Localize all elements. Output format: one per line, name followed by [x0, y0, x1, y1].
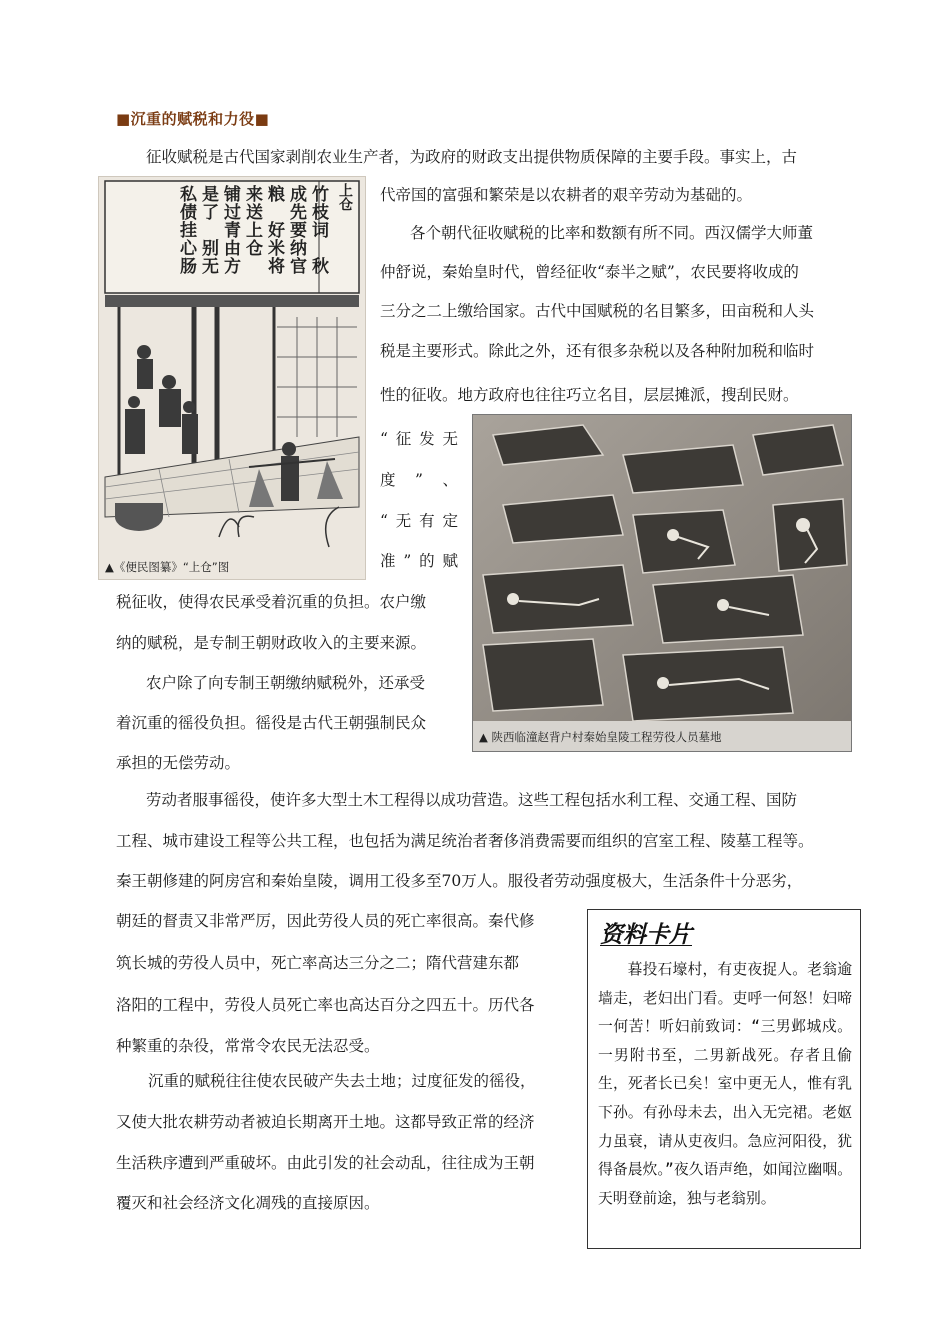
text-line: 征收赋税是古代国家剥削农业生产者，为政府的财政支出提供物质保障的主要手段。事实上，古 [146, 148, 798, 166]
text-line: “征发无 [380, 430, 458, 448]
text-line: 工程、城市建设工程等公共工程，也包括为满足统治者奢侈消费需要而组织的宫室工程、陵墓工程等。 [116, 832, 814, 850]
text-line: 覆灭和社会经济文化凋残的直接原因。 [116, 1194, 380, 1212]
text-line: 农户除了向专制王朝缴纳赋税外，还承受 [146, 674, 426, 692]
text-line: 秦王朝修建的阿房宫和秦始皇陵，调用工役多至70万人。服役者劳动强度极大，生活条件十分恶劣， [116, 872, 803, 890]
text-line: 洛阳的工程中，劳役人员死亡率也高达百分之四五十。历代各 [116, 996, 535, 1014]
text-line: 税是主要形式。除此之外，还有很多杂税以及各种附加税和临时 [380, 342, 815, 360]
excavation-drawing [473, 415, 851, 751]
woodblock-caption: ▲《便民图纂》“上仓”图 [105, 560, 230, 574]
text-line: 种繁重的杂役，常常令农民无法忍受。 [116, 1037, 380, 1055]
info-card [587, 909, 861, 1249]
text-line: “无有定 [380, 512, 458, 530]
text-line: 朝廷的督责又非常严厉，因此劳役人员的死亡率很高。秦代修 [116, 912, 535, 930]
text-line: 三分之二上缴给国家。古代中国赋税的名目繁多，田亩税和人头 [380, 302, 815, 320]
text-line: 沉重的赋税往往使农民破产失去土地；过度征发的徭役， [148, 1072, 536, 1090]
text-line: 筑长城的劳役人员中，死亡率高达三分之二；隋代营建东都 [116, 954, 520, 972]
text-line: 生活秩序遭到严重破坏。由此引发的社会动乱，往往成为王朝 [116, 1154, 535, 1172]
woodblock-poem: 竹枝词 秋成先要纳官粮 好米将来送上仓 铺过青由方是了 别无私债挂心肠 [176, 185, 328, 275]
text-line: 性的征收。地方政府也往往巧立名目，层层摊派，搜刮民财。 [380, 386, 799, 404]
text-line: 准”的赋 [380, 552, 458, 570]
text-line: 仲舒说，秦始皇时代，曾经征收“泰半之赋”，农民要将收成的 [380, 263, 799, 281]
excavation-photo [472, 414, 852, 752]
text-line: 承担的无偿劳动。 [116, 754, 241, 772]
text-line: 税征收，使得农民承受着沉重的负担。农户缴 [116, 593, 427, 611]
section-heading: ■沉重的赋税和力役■ [116, 110, 270, 128]
text-line: 度”、 [380, 471, 458, 489]
info-card-body: 暮投石壕村，有吏夜捉人。老翁逾墙走，老妇出门看。吏呼一何怒！妇啼一何苦！听妇前致词：“三男邺城戍。一男附书至，二男新战死。存者且偷生，死者长已矣！室中更无人，惟有乳下孙。有孙母未去，出入无完裙。老妪力虽衰，请从吏夜归。急应河阳役，犹得备晨炊。”夜久语声绝，如闻泣幽咽。天明登前途，独与老翁别。 [598, 961, 852, 1207]
woodblock-illustration [98, 176, 366, 580]
granary-sign: 上仓 [337, 183, 353, 211]
text-line: 纳的赋税，是专制王朝财政收入的主要来源。 [116, 634, 427, 652]
text-line: 劳动者服事徭役，使许多大型土木工程得以成功营造。这些工程包括水利工程、交通工程、国防 [146, 791, 798, 809]
text-line: 各个朝代征收赋税的比率和数额有所不同。西汉儒学大师董 [410, 224, 814, 242]
text-line: 着沉重的徭役负担。徭役是古代王朝强制民众 [116, 714, 427, 732]
text-line: 又使大批农耕劳动者被迫长期离开土地。这都导致正常的经济 [116, 1113, 535, 1131]
info-card-title: 资料卡片 [600, 922, 692, 948]
text-line: 代帝国的富强和繁荣是以农耕者的艰辛劳动为基础的。 [380, 186, 753, 204]
photo-caption: ▲ 陕西临潼赵背户村秦始皇陵工程劳役人员墓地 [479, 730, 722, 744]
